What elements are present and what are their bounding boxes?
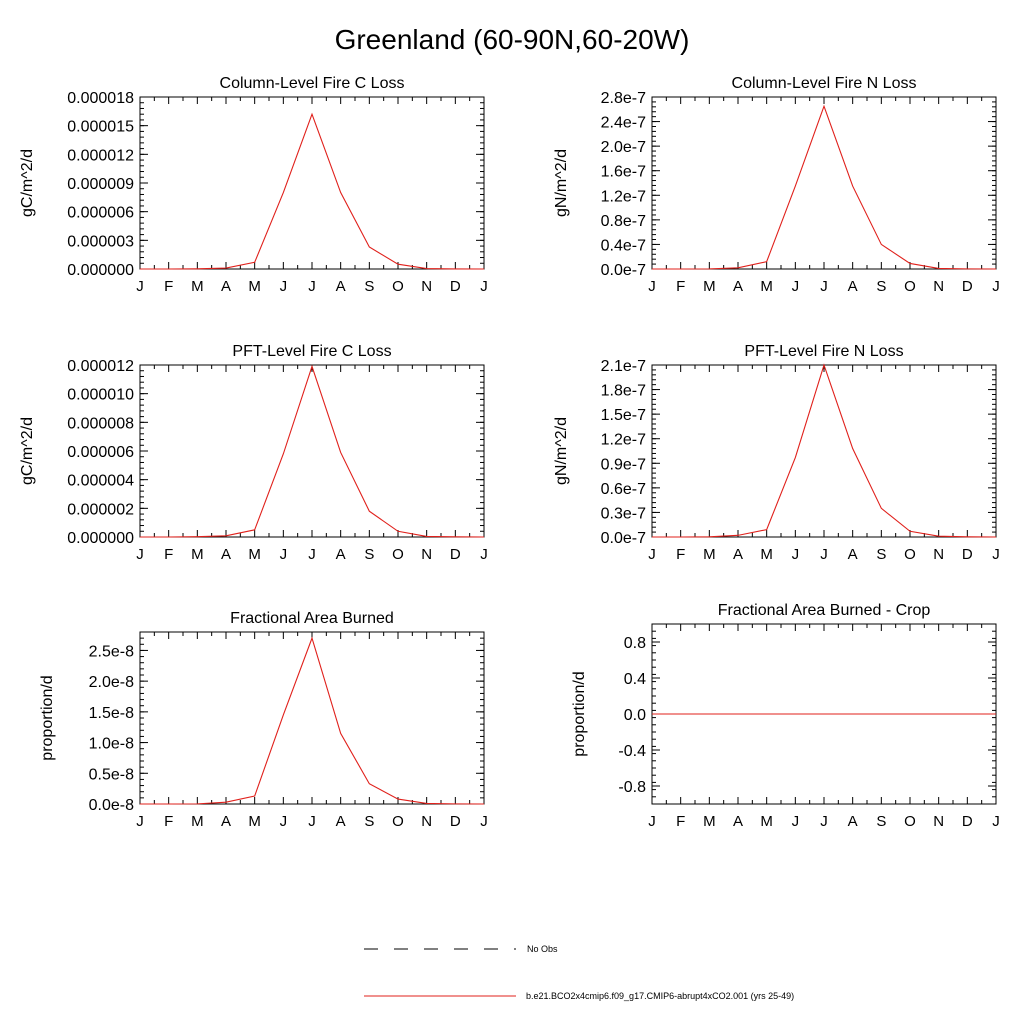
y-tick-label: 0.5e-8 [88, 766, 134, 784]
y-tick-label: 1.0e-8 [88, 735, 134, 753]
y-tick-label: 2.8e-7 [600, 90, 646, 107]
x-tick-label: O [904, 813, 916, 830]
chart-title: PFT-Level Fire N Loss [744, 343, 904, 360]
plot-frame [652, 97, 996, 269]
y-tick-label: 0.0e-7 [600, 530, 646, 547]
y-tick-label: 0.000015 [67, 118, 134, 136]
x-tick-label: A [847, 278, 858, 295]
y-tick-label: 0.000002 [67, 501, 134, 519]
x-tick-label: N [933, 278, 945, 295]
x-tick-label: M [703, 278, 716, 295]
y-tick-label: 0.000003 [67, 233, 134, 251]
x-tick-label: J [820, 278, 828, 295]
x-tick-label: D [961, 546, 973, 563]
x-tick-label: A [335, 813, 346, 830]
y-tick-label: 0.0e-7 [600, 262, 646, 279]
x-tick-label: D [961, 278, 973, 295]
y-tick-label: 0.000000 [67, 530, 134, 547]
y-tick-label: -0.4 [618, 743, 646, 760]
x-tick-label: F [676, 546, 686, 563]
x-tick-label: M [703, 813, 716, 830]
x-tick-label: O [392, 813, 404, 830]
y-tick-label: 2.5e-8 [88, 643, 134, 661]
y-tick-label: 2.4e-7 [600, 114, 646, 132]
plot-frame [140, 97, 484, 269]
series-line [140, 114, 484, 269]
y-tick-label: 0.000012 [67, 147, 134, 165]
y-tick-label: 0.4 [623, 671, 646, 688]
chart-panels [19, 75, 1000, 830]
x-tick-label: O [904, 546, 916, 563]
x-tick-label: A [335, 278, 346, 295]
chart-panel-2 [553, 75, 1000, 295]
y-tick-label: 0.000004 [67, 472, 134, 490]
chart-panel-5 [39, 610, 488, 830]
y-axis-label: proportion/d [571, 671, 588, 757]
x-tick-label: J [791, 546, 800, 563]
x-tick-label: J [279, 813, 288, 830]
x-tick-label: O [392, 546, 404, 563]
x-tick-label: J [992, 546, 1000, 563]
chart-title: Fractional Area Burned [230, 610, 394, 627]
x-tick-label: J [480, 278, 488, 295]
x-tick-label: F [164, 813, 174, 830]
x-tick-label: M [248, 813, 261, 830]
x-tick-label: F [676, 813, 686, 830]
y-tick-label: 0.000018 [67, 90, 134, 107]
y-tick-label: 0.0e-8 [88, 797, 134, 814]
x-tick-label: S [876, 278, 887, 295]
x-tick-label: S [364, 278, 375, 295]
x-tick-label: J [992, 278, 1000, 295]
x-tick-label: J [136, 546, 144, 563]
y-tick-label: 0.9e-7 [600, 456, 646, 474]
chart-title: PFT-Level Fire C Loss [232, 343, 392, 360]
x-tick-label: N [933, 546, 945, 563]
series-line [652, 106, 996, 269]
y-tick-label: 2.0e-7 [600, 139, 646, 157]
x-tick-label: J [992, 813, 1000, 830]
x-tick-label: J [136, 813, 144, 830]
series-line [140, 638, 484, 804]
y-axis-label: gN/m^2/d [553, 417, 570, 485]
y-tick-label: 0.0 [623, 707, 646, 724]
y-axis-label: proportion/d [39, 675, 56, 761]
x-tick-label: F [164, 546, 174, 563]
x-tick-label: J [480, 546, 488, 563]
x-tick-label: O [392, 278, 404, 295]
x-tick-label: A [732, 278, 744, 295]
y-tick-label: 0.4e-7 [600, 237, 646, 255]
chart-panel-6 [571, 602, 1000, 830]
x-tick-label: M [760, 278, 773, 295]
x-tick-label: F [164, 278, 174, 295]
x-tick-label: J [820, 813, 828, 830]
y-tick-label: 1.5e-7 [600, 407, 646, 425]
plot-frame [140, 632, 484, 804]
x-tick-label: M [248, 278, 261, 295]
x-tick-label: J [480, 813, 488, 830]
x-tick-label: N [421, 278, 433, 295]
x-tick-label: D [449, 813, 461, 830]
y-tick-label: 0.000010 [67, 386, 134, 404]
chart-panel-4 [553, 343, 1000, 563]
y-tick-label: 0.000006 [67, 444, 134, 461]
y-tick-label: 0.6e-7 [600, 480, 646, 498]
plot-frame [652, 365, 996, 537]
y-tick-label: 0.3e-7 [600, 505, 646, 523]
x-tick-label: A [847, 813, 858, 830]
x-tick-label: J [648, 278, 656, 295]
x-tick-label: J [308, 813, 316, 830]
x-tick-label: N [421, 813, 433, 830]
x-tick-label: A [847, 546, 858, 563]
legend-label-2: b.e21.BCO2x4cmip6.f09_g17.CMIP6-abrupt4xCO2.001 (yrs 25-49) [526, 991, 795, 1001]
chart-panel-1 [19, 75, 488, 295]
x-tick-label: O [904, 278, 916, 295]
x-tick-label: A [220, 813, 232, 830]
series-line [652, 365, 996, 537]
x-tick-label: S [364, 546, 375, 563]
y-axis-label: gC/m^2/d [19, 417, 36, 485]
x-tick-label: N [421, 546, 433, 563]
chart-panel-3 [19, 343, 488, 563]
x-tick-label: A [732, 813, 744, 830]
x-tick-label: J [648, 546, 656, 563]
x-tick-label: J [308, 546, 316, 563]
x-tick-label: M [191, 813, 204, 830]
page-title: Greenland (60-90N,60-20W) [334, 24, 690, 55]
y-tick-label: 0.000000 [67, 262, 134, 279]
y-tick-label: 0.000009 [67, 176, 134, 193]
x-tick-label: M [191, 278, 204, 295]
x-tick-label: M [760, 546, 773, 563]
y-tick-label: 2.0e-8 [88, 674, 134, 692]
y-tick-label: 1.5e-8 [88, 704, 134, 722]
chart-title: Fractional Area Burned - Crop [717, 602, 931, 619]
x-tick-label: S [876, 813, 887, 830]
y-tick-label: 1.8e-7 [600, 382, 646, 400]
chart-title: Column-Level Fire C Loss [219, 75, 405, 92]
x-tick-label: J [308, 278, 316, 295]
x-tick-label: J [279, 546, 288, 563]
legend-label-1: No Obs [527, 944, 558, 954]
y-tick-label: 0.000008 [67, 415, 134, 433]
y-tick-label: 0.8 [623, 635, 646, 652]
y-tick-label: 1.2e-7 [600, 188, 646, 206]
x-tick-label: J [791, 813, 800, 830]
y-tick-label: 0.000012 [67, 358, 134, 375]
x-tick-label: J [648, 813, 656, 830]
x-tick-label: S [876, 546, 887, 563]
series-line [140, 366, 484, 537]
y-tick-label: -0.8 [618, 779, 646, 796]
x-tick-label: J [279, 278, 288, 295]
x-tick-label: J [136, 278, 144, 295]
x-tick-label: A [335, 546, 346, 563]
y-tick-label: 2.1e-7 [600, 358, 646, 375]
x-tick-label: A [220, 278, 232, 295]
y-tick-label: 1.6e-7 [600, 163, 646, 181]
x-tick-label: D [961, 813, 973, 830]
chart-title: Column-Level Fire N Loss [731, 75, 917, 92]
y-tick-label: 0.000006 [67, 204, 134, 222]
x-tick-label: A [732, 546, 744, 563]
legend [364, 944, 794, 1001]
x-tick-label: M [760, 813, 773, 830]
x-tick-label: M [191, 546, 204, 563]
plot-frame [140, 365, 484, 537]
x-tick-label: D [449, 546, 461, 563]
y-axis-label: gC/m^2/d [19, 149, 36, 217]
x-tick-label: M [703, 546, 716, 563]
x-tick-label: J [791, 278, 800, 295]
x-tick-label: A [220, 546, 232, 563]
y-axis-label: gN/m^2/d [553, 149, 570, 217]
y-tick-label: 1.2e-7 [600, 431, 646, 449]
x-tick-label: J [820, 546, 828, 563]
x-tick-label: N [933, 813, 945, 830]
x-tick-label: M [248, 546, 261, 563]
x-tick-label: F [676, 278, 686, 295]
x-tick-label: S [364, 813, 375, 830]
x-tick-label: D [449, 278, 461, 295]
y-tick-label: 0.8e-7 [600, 212, 646, 230]
